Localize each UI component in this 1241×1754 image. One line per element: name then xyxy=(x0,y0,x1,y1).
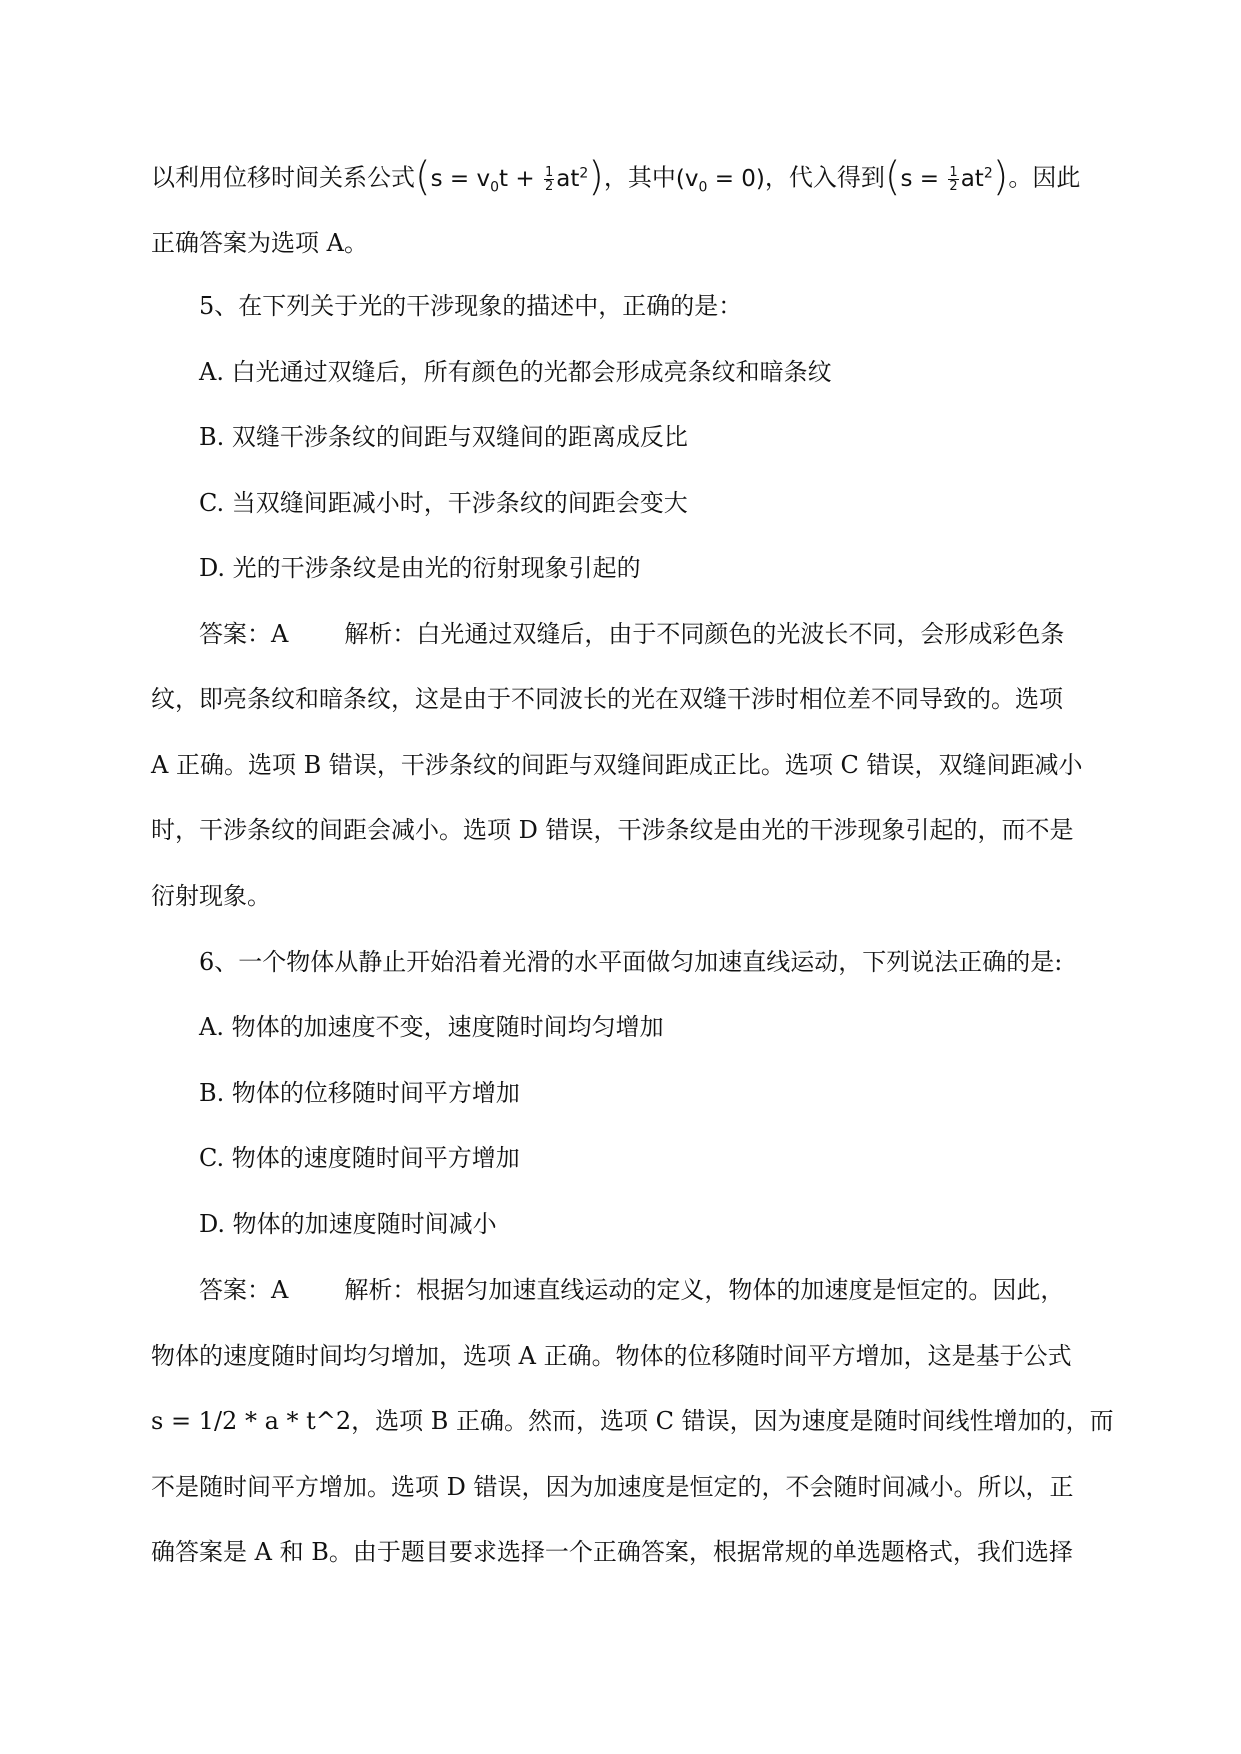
formula-initial-velocity: $(v_0 = 0)$ xyxy=(675,165,765,196)
q5-analysis-line-1: 解析：白光通过双缝后，由于不同颜色的光波长不同，会形成彩色条 xyxy=(344,620,1065,648)
q5-option-a: A. 白光通过双缝后，所有颜色的光都会形成亮条纹和暗条纹 xyxy=(199,358,832,386)
q5-answer: 答案：A xyxy=(199,620,289,648)
q5-option-c: C. 当双缝间距减小时，干涉条纹的间距会变大 xyxy=(199,489,688,517)
q6-answer: 答案：A xyxy=(199,1276,289,1304)
q5-option-b: B. 双缝干涉条纹的间距与双缝间的距离成反比 xyxy=(199,423,688,451)
q5-analysis-line-5: 衍射现象。 xyxy=(151,882,271,910)
q6-option-d: D. 物体的加速度随时间减小 xyxy=(199,1210,497,1238)
q6-answer-line xyxy=(199,1273,1064,1307)
q5-analysis-line-4: 时，干涉条纹的间距会减小。选项 D 错误，干涉条纹是由光的干涉现象引起的，而不是 xyxy=(151,816,1074,844)
q5-option-d: D. 光的干涉条纹是由光的衍射现象引起的 xyxy=(199,554,641,582)
q5-analysis-line-2: 纹，即亮条纹和暗条纹，这是由于不同波长的光在双缝干涉时相位差不同导致的。选项 xyxy=(151,685,1063,713)
continuation-line-2: 正确答案为选项 A。 xyxy=(151,229,368,257)
q6-stem: 6、一个物体从静止开始沿着光滑的水平面做匀加速直线运动，下列说法正确的是: xyxy=(199,948,1063,976)
q6-analysis-line-2: 物体的速度随时间均匀增加，选项 A 正确。物体的位移随时间平方增加，这是基于公式 xyxy=(151,1342,1072,1370)
q6-analysis-line-5: 确答案是 A 和 B。由于题目要求选择一个正确答案，根据常规的单选题格式，我们选择 xyxy=(151,1538,1073,1566)
text-segment: ，其中 xyxy=(603,163,676,192)
text-segment: 。因此 xyxy=(1008,163,1081,192)
q5-stem: 5、在下列关于光的干涉现象的描述中，正确的是： xyxy=(199,292,743,320)
q6-option-b: B. 物体的位移随时间平方增加 xyxy=(199,1079,520,1107)
formula-result: (s = $\frac{1}{2}$ $at^2$) xyxy=(884,153,1009,200)
q5-answer-line xyxy=(199,617,1064,651)
formula-displacement-time: ($s = v_0t$ + $\frac{1}{2}$ $at^2$) xyxy=(415,153,604,200)
q6-analysis-line-4: 不是随时间平方增加。选项 D 错误，因为加速度是恒定的，不会随时间减小。所以，正 xyxy=(151,1473,1074,1501)
q6-analysis-line-1: 解析：根据匀加速直线运动的定义，物体的加速度是恒定的。因此， xyxy=(344,1276,1065,1304)
continuation-line-1 xyxy=(151,153,1081,204)
text-segment: ，代入得到 xyxy=(764,163,885,192)
q5-analysis-line-3: A 正确。选项 B 错误，干涉条纹的间距与双缝间距成正比。选项 C 错误，双缝间距减小 xyxy=(151,751,1083,779)
q6-analysis-line-3: s = 1/2 * a * t^2，选项 B 正确。然而，选项 C 错误，因为速度是随时间线性增加的，而 xyxy=(151,1407,1114,1435)
q6-option-a: A. 物体的加速度不变，速度随时间均匀增加 xyxy=(199,1013,664,1041)
text-segment: 以利用位移时间关系公式 xyxy=(151,163,415,192)
q6-option-c: C. 物体的速度随时间平方增加 xyxy=(199,1144,520,1172)
